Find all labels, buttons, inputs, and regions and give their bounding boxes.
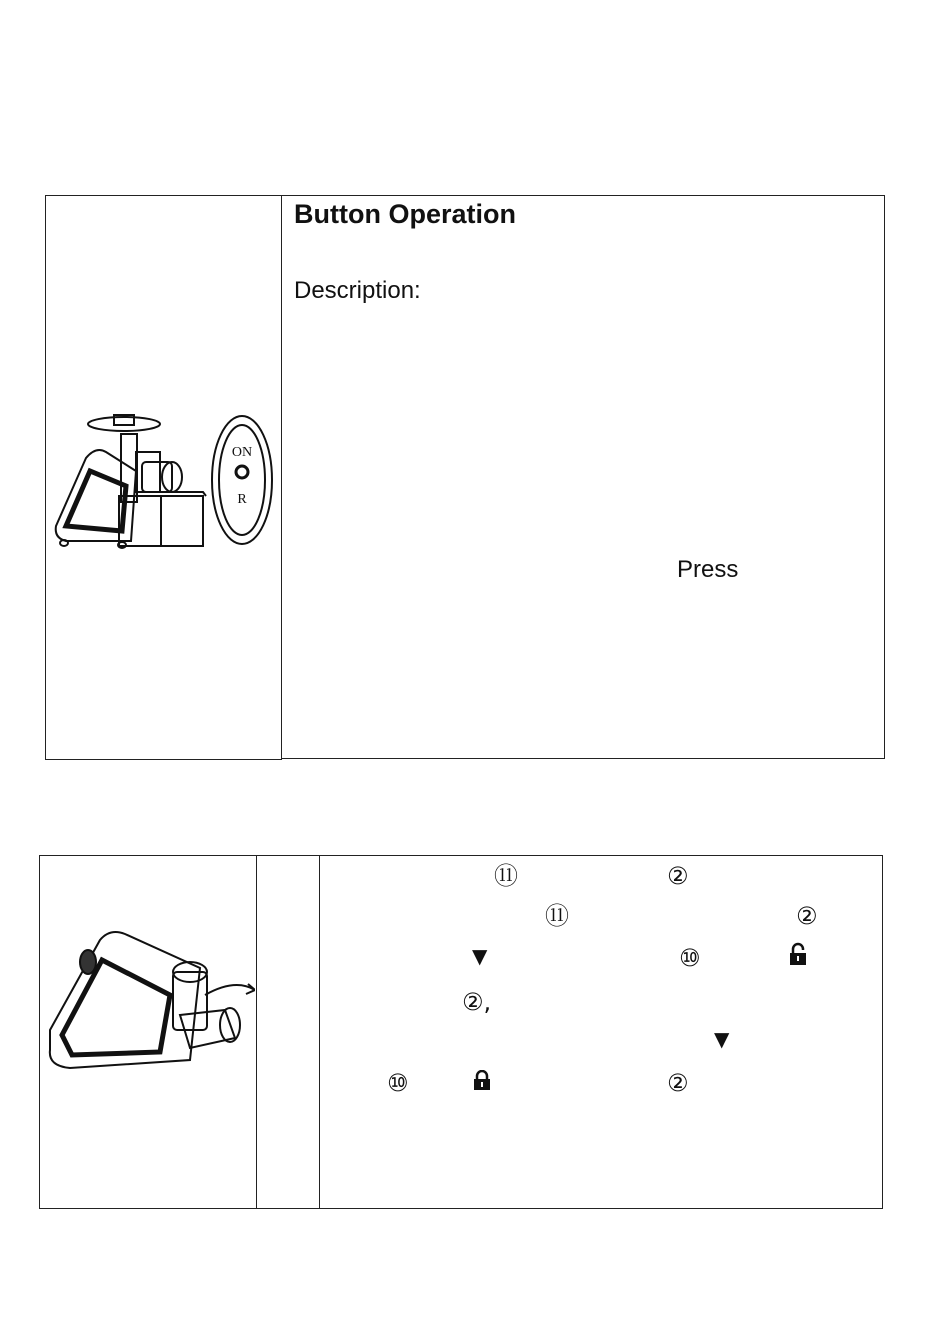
column-divider-2 — [319, 855, 320, 1209]
unlock-icon — [788, 942, 808, 966]
section-title: Button Operation — [294, 199, 516, 229]
marker-2-a: ② — [667, 862, 689, 890]
marker-2-c: ②, — [462, 988, 492, 1016]
marker-11-b: ⑪ — [545, 902, 569, 930]
down-triangle-icon: ▼ — [472, 944, 488, 968]
column-divider-1 — [256, 855, 257, 1209]
illustration-panel — [45, 195, 282, 760]
marker-10-b: ⑩ — [387, 1069, 409, 1097]
switch-r-label: R — [237, 492, 247, 507]
power-switch — [212, 416, 272, 544]
juicer-illustration — [46, 196, 281, 759]
switch-on-label: ON — [231, 445, 253, 460]
marker-11-a: ⑪ — [494, 862, 518, 890]
marker-2-b: ② — [796, 902, 818, 930]
down-triangle-icon: ▼ — [714, 1027, 730, 1051]
chute-rotation-illustration — [40, 920, 255, 1095]
lock-icon — [473, 1070, 491, 1090]
marker-10-a: ⑩ — [679, 944, 701, 972]
description-label: Description: — [294, 277, 421, 304]
marker-2-d: ② — [667, 1069, 689, 1097]
press-text: Press — [677, 556, 739, 583]
